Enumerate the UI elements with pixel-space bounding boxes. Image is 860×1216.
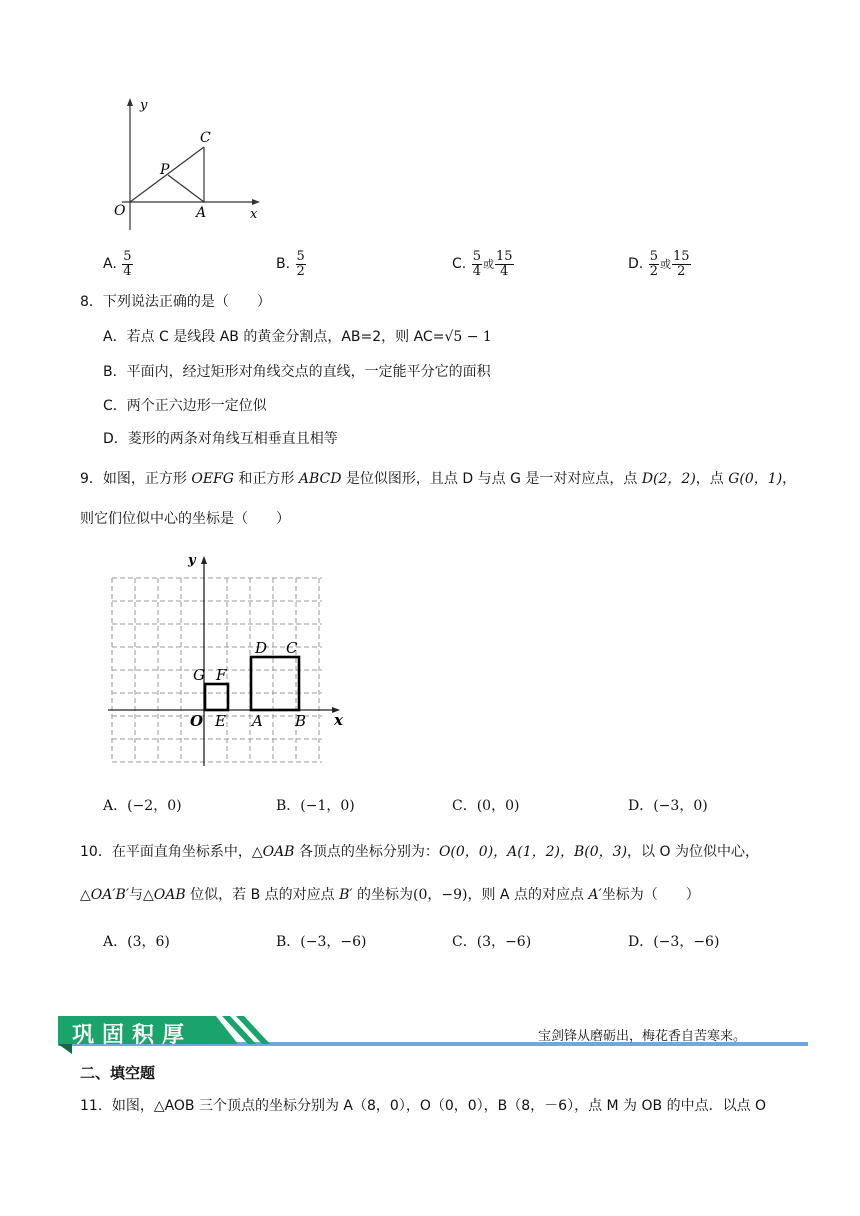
q9-stem-line2: 则它们位似中心的坐标是（ ） — [80, 511, 290, 527]
fig9-label-x: x — [334, 711, 343, 729]
q9-figure — [108, 548, 358, 770]
q8-stem: 8．下列说法正确的是（ ） — [80, 294, 271, 310]
fig7-label-x: x — [250, 207, 258, 222]
fig7-label-a: A — [196, 205, 207, 221]
q10-stem-line2: △OA′B′与△OAB 位似，若 B 点的对应点 B′ 的坐标为(0，−9)，则 A 点的对应点 A′坐标为（ ） — [80, 887, 700, 903]
fig9-label-g: G — [193, 666, 205, 684]
fig9-label-y: y — [188, 553, 196, 568]
q8-option-c: C．两个正六边形一定位似 — [103, 398, 267, 414]
q7-figure — [100, 95, 280, 235]
q9-option-d: D．(−3，0) — [628, 798, 708, 814]
q9-stem-line1: 9．如图，正方形 OEFG 和正方形 ABCD 是位似图形，且点 D 与点 G 是一对对应点，点 D(2，2)，点 G(0，1)， — [80, 471, 797, 487]
fig9-label-f: F — [216, 666, 227, 684]
q8-option-a: A．若点 C 是线段 AB 的黄金分割点，AB=2，则 AC=√5 − 1 — [103, 329, 492, 345]
fig9-label-e: E — [215, 712, 226, 730]
q8-option-d: D．菱形的两条对角线互相垂直且相等 — [103, 431, 338, 447]
fig7-label-o: O — [114, 203, 126, 219]
fig9-label-d: D — [255, 639, 268, 657]
q10-option-c: C．(3，−6) — [452, 934, 532, 950]
q8-option-b: B．平面内，经过矩形对角线交点的直线，一定能平分它的面积 — [103, 364, 491, 380]
section-heading: 二、填空题 — [80, 1064, 156, 1082]
fig9-label-b: B — [295, 712, 307, 730]
banner-motto: 宝剑锋从磨砺出，梅花香自苦寒来。 — [538, 1029, 747, 1044]
q7-option-d: D. $\frac{5}{2}$ 或 $\frac{15}{2}$ — [628, 249, 690, 279]
q7-option-b: B. $\frac{5}{2}$ — [276, 249, 305, 279]
q10-option-d: D．(−3，−6) — [628, 934, 720, 950]
fig7-label-y: y — [140, 98, 148, 113]
q9-option-c: C．(0，0) — [452, 798, 520, 814]
q9-option-b: B．(−1，0) — [276, 798, 355, 814]
q10-option-a: A．(3，6) — [103, 934, 170, 950]
q7-option-a: A. $\frac{5}{4}$ — [103, 249, 132, 279]
q11-stem: 11．如图，△AOB 三个顶点的坐标分别为 A（8，0），O（0，0），B（8，－6），点 M 为 OB 的中点．以点 O — [80, 1098, 767, 1114]
fig9-label-o: O — [190, 712, 204, 730]
q9-option-a: A．(−2，0) — [103, 798, 182, 814]
fig9-label-c: C — [286, 639, 298, 657]
q10-option-b: B．(−3，−6) — [276, 934, 367, 950]
q7-option-c: C. $\frac{5}{4}$ 或 $\frac{15}{4}$ — [452, 249, 513, 279]
fig7-label-p: P — [160, 162, 170, 178]
banner-title: 巩固积厚 — [72, 1023, 193, 1048]
fig9-label-a: A — [252, 712, 263, 730]
q10-stem-line1: 10．在平面直角坐标系中，△OAB 各顶点的坐标分别为：O(0，0)，A(1，2)，B(0，3)，以 O 为位似中心， — [80, 844, 759, 860]
fig7-label-c: C — [200, 130, 211, 146]
